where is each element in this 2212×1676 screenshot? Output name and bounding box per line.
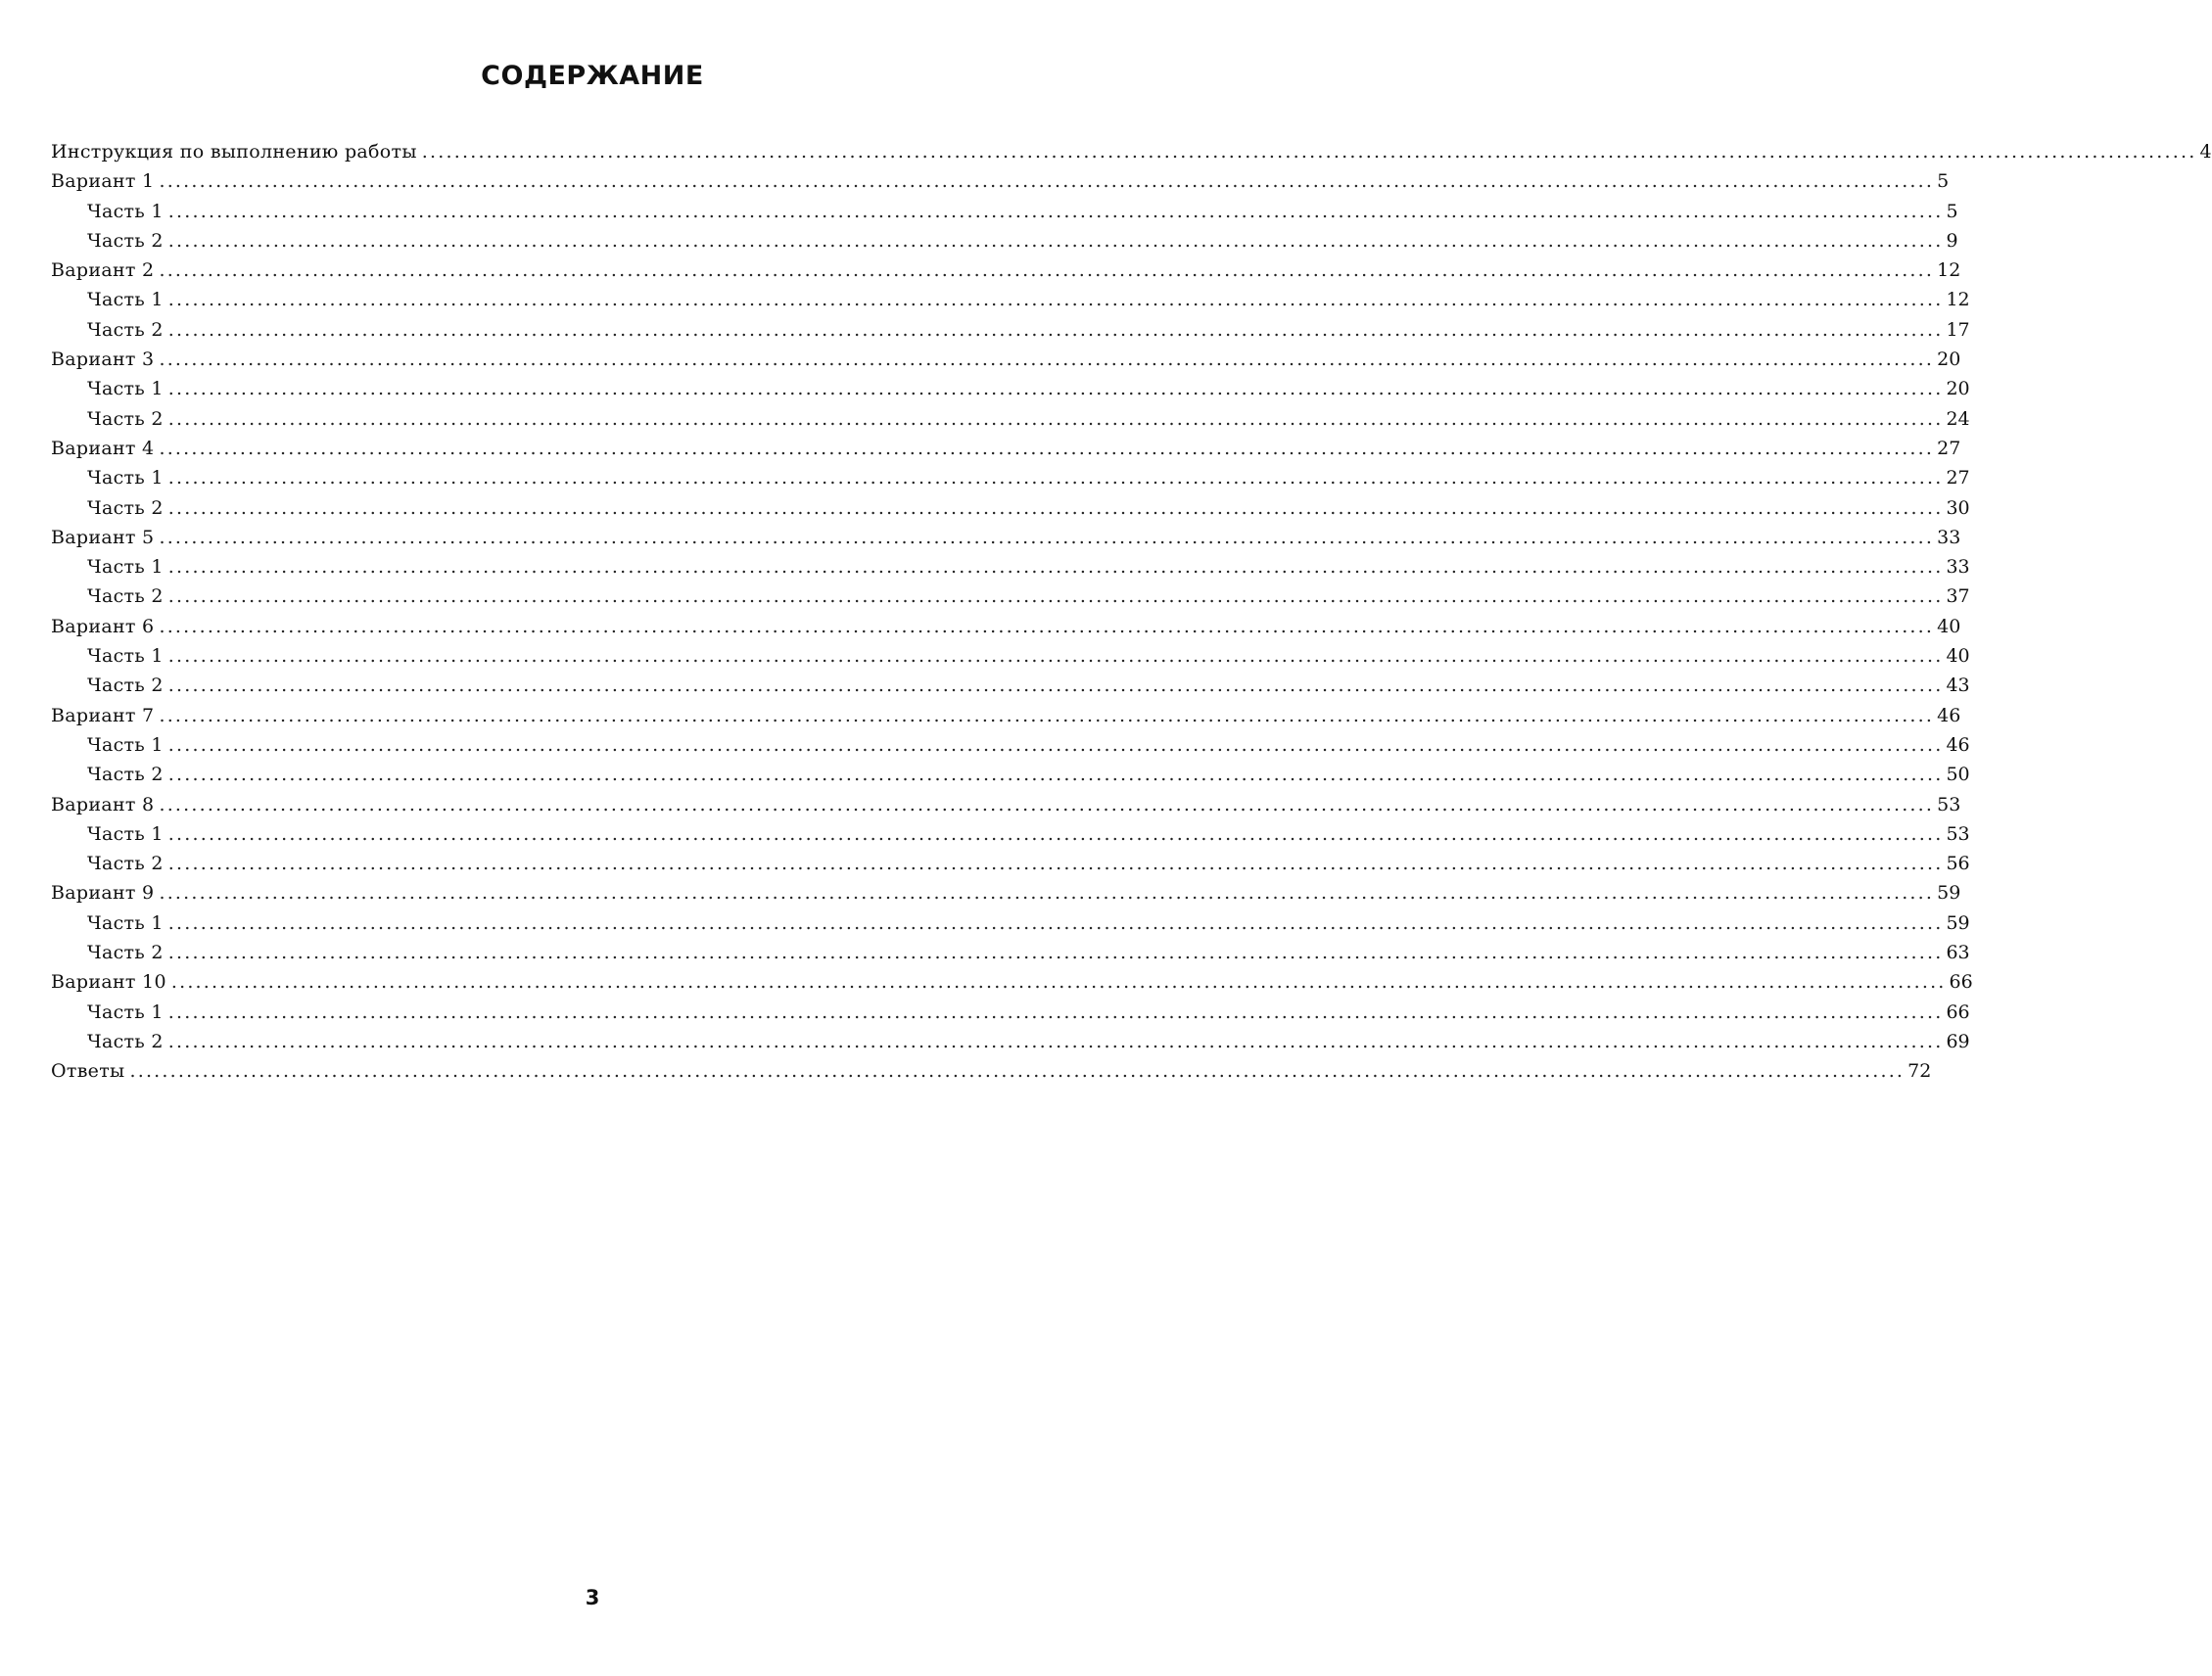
toc-entry-page: 56	[1946, 853, 1970, 875]
toc-entry-page: 46	[1937, 704, 1961, 726]
toc-entry-page: 50	[1946, 764, 1970, 786]
toc-entry-page: 72	[1907, 1060, 1932, 1083]
toc-entry-label: Вариант 5	[51, 526, 155, 548]
toc-dot-leader: ............................................................................................................................................................................................................................	[167, 1030, 1944, 1052]
toc-subentry	[51, 463, 1970, 492]
toc-entry-label: Вариант 4	[51, 437, 155, 459]
toc-entry-page: 59	[1937, 882, 1961, 905]
toc-dot-leader: ............................................................................................................................................................................................................................	[167, 911, 1944, 934]
toc-entry	[51, 434, 1961, 463]
toc-subentry	[51, 552, 1970, 582]
toc-entry	[51, 345, 1961, 374]
toc-dot-leader: ............................................................................................................................................................................................................................	[167, 496, 1944, 519]
toc-entry-page: 5	[1937, 170, 1950, 193]
toc-subentry	[51, 374, 1970, 403]
toc-entry-label: Ответы	[51, 1060, 125, 1083]
toc-dot-leader: ............................................................................................................................................................................................................................	[159, 170, 1935, 193]
toc-entry-page: 37	[1946, 585, 1970, 608]
toc-entry-label: Вариант 1	[51, 170, 155, 193]
toc-entry-label: Часть 1	[87, 645, 164, 668]
toc-dot-leader: ............................................................................................................................................................................................................................	[167, 467, 1944, 489]
toc-entry-page: 69	[1946, 1030, 1970, 1052]
toc-entry-page: 20	[1937, 349, 1961, 371]
toc-subentry	[51, 819, 1970, 849]
toc-dot-leader: ............................................................................................................................................................................................................................	[167, 822, 1944, 845]
toc-subentry	[51, 671, 1970, 700]
toc-entry	[51, 967, 1973, 997]
toc-entry	[51, 166, 1950, 196]
toc-entry-label: Часть 1	[87, 378, 164, 400]
toc-entry	[51, 137, 2212, 166]
toc-subentry	[51, 226, 1958, 256]
toc-entry-page: 63	[1946, 942, 1970, 964]
toc-entry-label: Вариант 9	[51, 882, 155, 905]
toc-dot-leader: ............................................................................................................................................................................................................................	[167, 942, 1944, 964]
toc-entry	[51, 256, 1961, 285]
toc-dot-leader: ............................................................................................................................................................................................................................	[159, 526, 1935, 548]
toc-entry-page: 12	[1937, 259, 1961, 282]
toc-entry-label: Часть 2	[87, 1030, 164, 1052]
toc-entry-label: Инструкция по выполнению работы	[51, 141, 417, 163]
toc-subentry	[51, 730, 1970, 760]
toc-entry-label: Вариант 10	[51, 971, 166, 994]
toc-entry-page: 59	[1946, 911, 1970, 934]
toc-entry-label: Часть 2	[87, 853, 164, 875]
toc-dot-leader: ............................................................................................................................................................................................................................	[159, 704, 1935, 726]
toc-entry	[51, 878, 1961, 908]
toc-dot-leader: ............................................................................................................................................................................................................................	[159, 259, 1935, 282]
toc-dot-leader: ............................................................................................................................................................................................................................	[167, 407, 1944, 430]
toc-dot-leader: ............................................................................................................................................................................................................................	[159, 793, 1935, 815]
toc-subentry	[51, 760, 1970, 789]
toc-entry-page: 30	[1946, 496, 1970, 519]
toc-entry-label: Часть 2	[87, 942, 164, 964]
toc-subentry	[51, 404, 1970, 434]
toc-entry-page: 40	[1937, 615, 1961, 637]
toc-entry-label: Часть 1	[87, 1001, 164, 1023]
toc-entry-label: Часть 1	[87, 911, 164, 934]
toc-subentry	[51, 1027, 1970, 1056]
toc-entry-page: 33	[1946, 556, 1970, 579]
toc-entry	[51, 523, 1961, 552]
toc-subentry	[51, 197, 1958, 226]
toc-dot-leader: ............................................................................................................................................................................................................................	[167, 200, 1944, 222]
toc-dot-leader: ............................................................................................................................................................................................................................	[159, 349, 1935, 371]
toc-subentry	[51, 582, 1970, 611]
toc-dot-leader: ............................................................................................................................................................................................................................	[167, 645, 1944, 668]
toc-entry-label: Вариант 6	[51, 615, 155, 637]
toc-entry-page: 4	[2199, 141, 2212, 163]
page-title: СОДЕРЖАНИЕ	[481, 61, 704, 91]
toc-dot-leader: ............................................................................................................................................................................................................................	[167, 733, 1944, 756]
toc-entry-page: 27	[1946, 467, 1970, 489]
toc-entry	[51, 612, 1961, 641]
toc-entry-label: Вариант 2	[51, 259, 155, 282]
toc-entry-page: 12	[1946, 289, 1970, 311]
toc-entry-page: 20	[1946, 378, 1970, 400]
toc-dot-leader: ............................................................................................................................................................................................................................	[167, 675, 1944, 697]
toc-dot-leader: ............................................................................................................................................................................................................................	[129, 1060, 1906, 1083]
toc-subentry	[51, 938, 1970, 967]
toc-entry-page: 40	[1946, 645, 1970, 668]
toc-dot-leader: ............................................................................................................................................................................................................................	[167, 229, 1944, 252]
toc-entry-page: 9	[1946, 229, 1958, 252]
toc-dot-leader: ............................................................................................................................................................................................................................	[421, 141, 2197, 163]
toc-entry-page: 17	[1946, 318, 1970, 341]
toc-entry-label: Часть 2	[87, 764, 164, 786]
toc-entry	[51, 701, 1961, 730]
toc-entry-label: Часть 1	[87, 733, 164, 756]
toc-dot-leader: ............................................................................................................................................................................................................................	[167, 289, 1944, 311]
toc-entry-page: 43	[1946, 675, 1970, 697]
toc-dot-leader: ............................................................................................................................................................................................................................	[167, 556, 1944, 579]
toc-dot-leader: ............................................................................................................................................................................................................................	[159, 882, 1935, 905]
toc-dot-leader: ............................................................................................................................................................................................................................	[167, 585, 1944, 608]
toc-entry-page: 46	[1946, 733, 1970, 756]
toc-subentry	[51, 493, 1970, 523]
toc-entry-label: Часть 2	[87, 407, 164, 430]
toc-dot-leader: ............................................................................................................................................................................................................................	[170, 971, 1947, 994]
toc-entry-label: Часть 1	[87, 289, 164, 311]
toc-entry-label: Часть 1	[87, 822, 164, 845]
toc-dot-leader: ............................................................................................................................................................................................................................	[159, 615, 1935, 637]
toc-entry-label: Часть 1	[87, 467, 164, 489]
toc-entry	[51, 790, 1961, 819]
toc-dot-leader: ............................................................................................................................................................................................................................	[167, 378, 1944, 400]
toc-subentry	[51, 908, 1970, 938]
toc-entry-label: Часть 2	[87, 229, 164, 252]
page-number: 3	[585, 1586, 600, 1609]
table-of-contents	[51, 137, 2212, 1087]
toc-entry-label: Часть 1	[87, 556, 164, 579]
toc-entry-page: 24	[1946, 407, 1970, 430]
toc-entry-label: Часть 1	[87, 200, 164, 222]
toc-subentry	[51, 641, 1970, 671]
toc-subentry	[51, 285, 1970, 314]
toc-dot-leader: ............................................................................................................................................................................................................................	[167, 853, 1944, 875]
toc-entry-page: 66	[1946, 1001, 1970, 1023]
toc-entry	[51, 1056, 1932, 1086]
toc-entry-label: Часть 2	[87, 585, 164, 608]
toc-entry-label: Вариант 8	[51, 793, 155, 815]
toc-entry-label: Вариант 3	[51, 349, 155, 371]
toc-dot-leader: ............................................................................................................................................................................................................................	[167, 318, 1944, 341]
toc-entry-label: Часть 2	[87, 675, 164, 697]
toc-entry-page: 53	[1946, 822, 1970, 845]
toc-entry-page: 53	[1937, 793, 1961, 815]
toc-entry-label: Часть 2	[87, 496, 164, 519]
toc-subentry	[51, 315, 1970, 345]
toc-subentry	[51, 998, 1970, 1027]
toc-entry-page: 5	[1946, 200, 1958, 222]
toc-entry-page: 33	[1937, 526, 1961, 548]
toc-entry-label: Вариант 7	[51, 704, 155, 726]
toc-entry-page: 27	[1937, 437, 1961, 459]
toc-entry-label: Часть 2	[87, 318, 164, 341]
toc-dot-leader: ............................................................................................................................................................................................................................	[167, 1001, 1944, 1023]
toc-subentry	[51, 849, 1970, 878]
toc-dot-leader: ............................................................................................................................................................................................................................	[167, 764, 1944, 786]
toc-entry-page: 66	[1949, 971, 1973, 994]
toc-dot-leader: ............................................................................................................................................................................................................................	[159, 437, 1935, 459]
